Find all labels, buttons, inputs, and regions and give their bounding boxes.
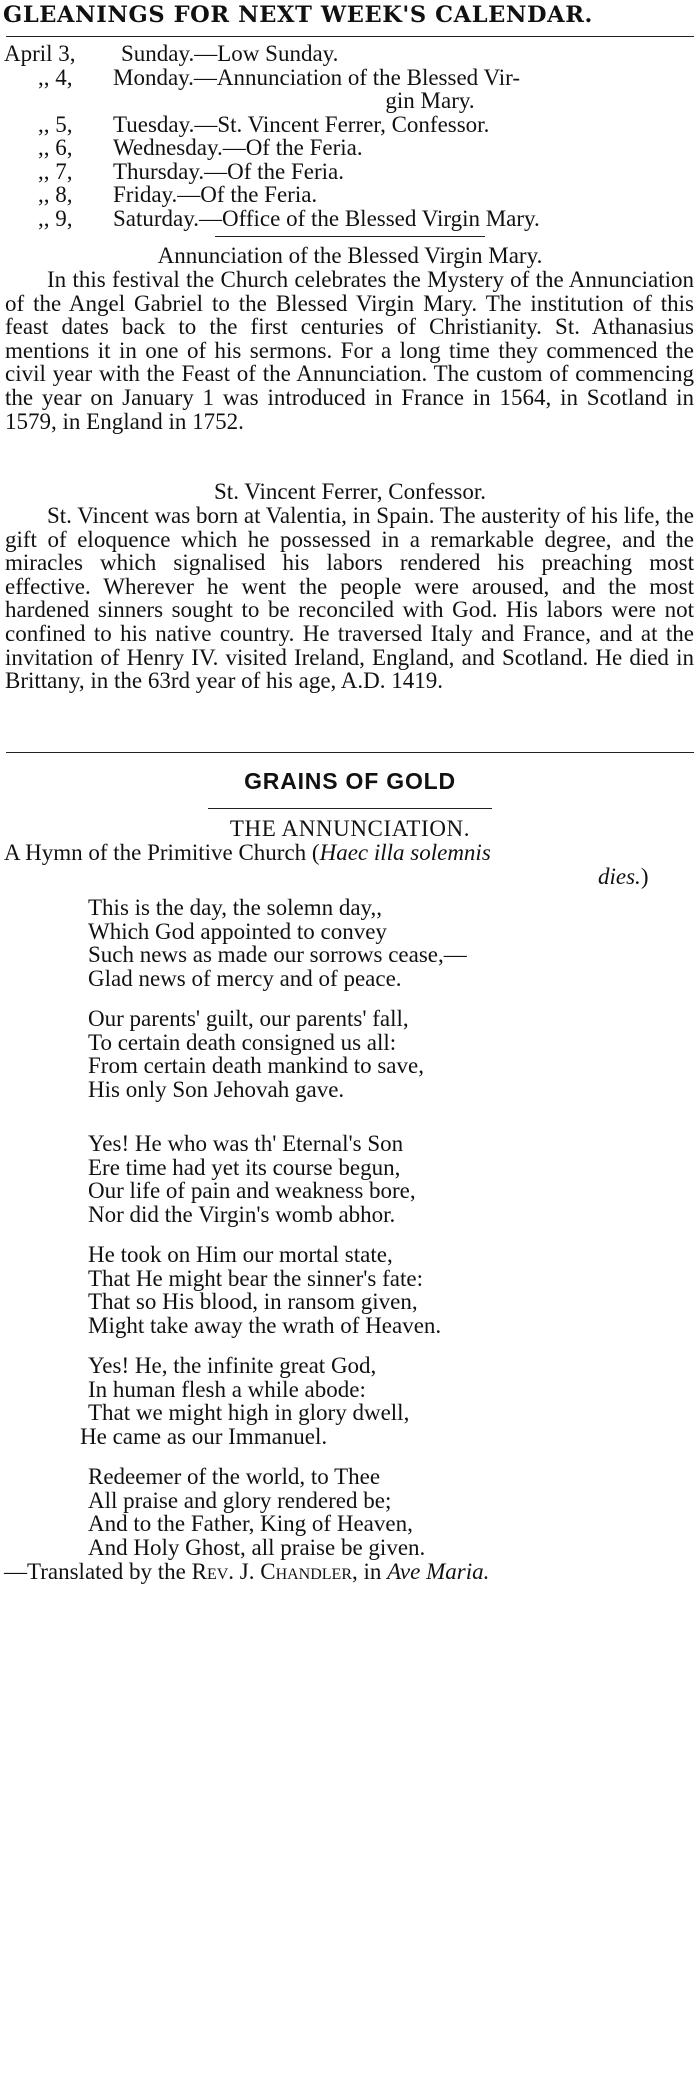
poem-line: Such news as made our sorrows cease,—: [88, 942, 467, 967]
calendar-text: Saturday.—Office of the Blessed Virgin Mary.: [113, 206, 540, 231]
calendar-entry: [0, 183, 700, 207]
calendar-entry: [0, 66, 700, 90]
poem-subtitle-prefix: A Hymn of the Primitive Church (: [4, 840, 320, 865]
calendar-date: ,, 7,: [38, 159, 73, 184]
poem-subtitle-latin-end: dies.: [598, 864, 641, 889]
poem-line: In human flesh a while abode:: [88, 1377, 366, 1402]
poem-line: That He might bear the sinner's fate:: [88, 1266, 423, 1291]
calendar-text: Thursday.—Of the Feria.: [113, 159, 344, 184]
calendar-date: ,, 9,: [38, 206, 73, 231]
calendar-entry: [0, 42, 700, 66]
calendar-divider: [215, 236, 485, 237]
grains-underline: [208, 808, 492, 809]
calendar-text: Monday.—Annunciation of the Blessed Vir-: [113, 65, 520, 90]
poem-line: To certain death consigned us all:: [88, 1030, 397, 1055]
credit-prefix: —Translated by the: [4, 1559, 186, 1584]
credit-source: Ave Maria.: [387, 1559, 490, 1584]
poem-subtitle-continuation: [598, 865, 648, 889]
poem-line: Redeemer of the world, to Thee: [88, 1464, 381, 1489]
calendar-date: ,, 6,: [38, 135, 73, 160]
calendar-entry: [0, 113, 700, 137]
calendar-date: ,, 5,: [38, 112, 73, 137]
annunciation-heading: Annunciation of the Blessed Virgin Mary.: [157, 243, 543, 268]
poem-line: And Holy Ghost, all praise be given.: [88, 1535, 426, 1560]
calendar-entry: [0, 207, 700, 231]
calendar-text: Sunday.—Low Sunday.: [121, 41, 339, 66]
poem-line: This is the day, the solemn day,,: [88, 895, 383, 920]
calendar-date: ,, 4,: [38, 65, 73, 90]
calendar-entry: [0, 136, 700, 160]
calendar-text: Wednesday.—Of the Feria.: [113, 135, 363, 160]
calendar-title: GLEANINGS FOR NEXT WEEK'S CALENDAR.: [3, 2, 593, 28]
poem-line: Ere time had yet its course begun,: [88, 1155, 401, 1180]
calendar-text-continuation: gin Mary.: [385, 88, 475, 113]
poem-subtitle-suffix: ): [640, 864, 649, 889]
credit-translator: Rev. J. Chandler,: [191, 1559, 358, 1584]
poem-line: Our parents' guilt, our parents' fall,: [88, 1006, 409, 1031]
credit-in: in: [363, 1559, 382, 1584]
poem-line: That so His blood, in ransom given,: [88, 1289, 418, 1314]
translation-credit: [4, 1560, 489, 1584]
poem-subtitle: [4, 841, 491, 865]
poem-line: And to the Father, King of Heaven,: [88, 1511, 413, 1536]
poem-title: THE ANNUNCIATION.: [229, 816, 471, 841]
poem-line: All praise and glory rendered be;: [88, 1488, 392, 1513]
annunciation-paragraph: In this festival the Church celebrates the Mystery of the Annunciation of the Angel Gabriel to the Blessed Virgin Mary. The institution of this feast dates back to the first centuries of Christianity. St. Athanasius mentions it in one of his sermons. For a long time they commenced the civil year with the Feast of the Annunciation. The custom of commencing the year on January 1 was introduced in France in 1564, in Scotland in 1579, in England in 1752.: [5, 267, 694, 434]
poem-line: Our life of pain and weakness bore,: [88, 1178, 416, 1203]
grains-title: GRAINS OF GOLD: [244, 768, 456, 794]
poem-subtitle-latin: Haec illa solemnis: [319, 840, 491, 865]
poem-line: Yes! He who was th' Eternal's Son: [88, 1131, 404, 1156]
calendar-date: April 3,: [4, 41, 76, 66]
poem-line: Which God appointed to convey: [88, 919, 387, 944]
poem-line: His only Son Jehovah gave.: [88, 1077, 345, 1102]
poem-line: From certain death mankind to save,: [88, 1053, 424, 1078]
vincent-heading: St. Vincent Ferrer, Confessor.: [214, 479, 486, 504]
vincent-paragraph: St. Vincent was born at Valentia, in Spain. The austerity of his life, the gift of eloquence which he possessed in a remarkable degree, and the miracles which signalised his labors rendered his preaching most effective. Wherever he went the people were aroused, and the most hardened sinners sought to be reconciled with God. His labors were not confined to his native country. He traversed Italy and France, and at the invitation of Henry IV. visited Ireland, England, and Scotland. He died in Brittany, in the 63rd year of his age, A.D. 1419.: [5, 503, 694, 694]
section-divider: [6, 752, 694, 753]
calendar-text: Friday.—Of the Feria.: [113, 182, 318, 207]
calendar-entry-continuation: [0, 89, 700, 113]
poem-line: He took on Him our mortal state,: [88, 1242, 393, 1267]
poem-line: Nor did the Virgin's womb abhor.: [88, 1202, 396, 1227]
calendar-entry: [0, 160, 700, 184]
poem-line: Might take away the wrath of Heaven.: [88, 1313, 442, 1338]
title-rule: [6, 36, 694, 37]
poem-line: Yes! He, the infinite great God,: [88, 1353, 377, 1378]
poem-line: That we might high in glory dwell,: [88, 1400, 410, 1425]
calendar-date: ,, 8,: [38, 182, 73, 207]
poem-line: He came as our Immanuel.: [80, 1424, 328, 1449]
poem-line: Glad news of mercy and of peace.: [88, 966, 402, 991]
calendar-text: Tuesday.—St. Vincent Ferrer, Confessor.: [113, 112, 490, 137]
